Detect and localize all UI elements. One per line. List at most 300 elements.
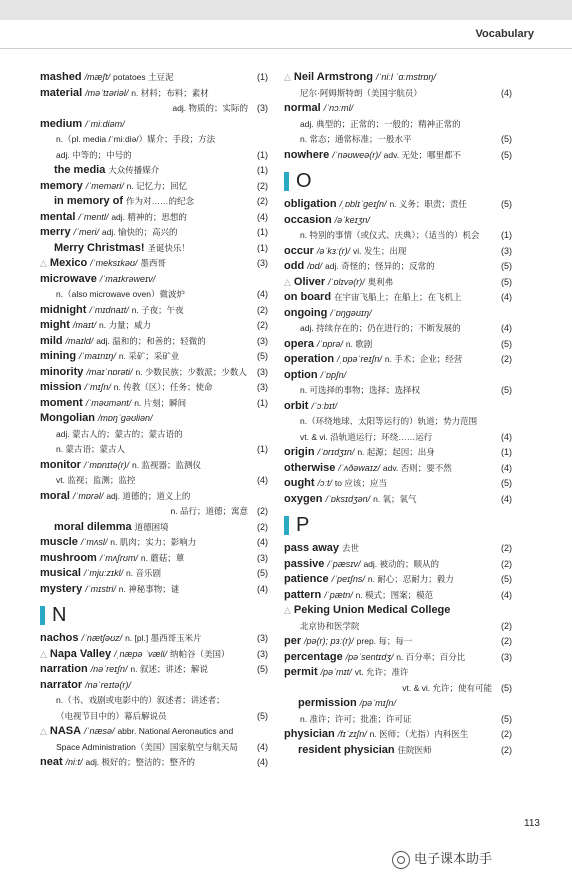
vocab-entry [40, 535, 268, 551]
headword: medium [40, 117, 83, 130]
headword: normal [284, 102, 321, 114]
headword: memory [40, 179, 83, 192]
unit-number: (4) [257, 475, 268, 485]
headword: on board [284, 291, 332, 303]
pronunciation: /ˈmʌsl/ [80, 537, 108, 547]
vocab-entry [284, 244, 512, 260]
pronunciation: /ˈmaɪnɪŋ/ [78, 351, 116, 361]
pronunciation: /pəˈsentɪdʒ/ [345, 651, 394, 662]
definition: 纳帕谷（美国） [169, 648, 230, 659]
entry-line [284, 603, 494, 619]
section-header [284, 163, 512, 197]
definition-line: n.（also microwave oven）微波炉 [56, 289, 185, 299]
definition: prep. 每；每一 [356, 636, 413, 646]
definition-line: adj. 持续存在的；仍在进行的；不断发展的 [300, 323, 461, 333]
entry-line [284, 70, 494, 86]
pronunciation: /ˈnæsə/ [84, 726, 115, 736]
pronunciation: /nəˈreɪtə(r)/ [85, 679, 131, 690]
definition-line: Space Administration（美国）国家航空与航天局 [56, 741, 238, 752]
header-title: Vocabulary [475, 28, 534, 40]
unit-number: (1) [257, 227, 268, 237]
entry-line [284, 557, 494, 573]
headword: narration [40, 663, 88, 675]
pronunciation: /pə(r); pɜː(r)/ [304, 636, 354, 646]
entry-line [284, 101, 494, 117]
entry-line [284, 244, 494, 260]
definition: n. 起源；起因；出身 [357, 447, 435, 457]
definition: n. 义务；职责；责任 [389, 199, 467, 209]
vocab-entry [40, 582, 268, 598]
entry-line [284, 492, 494, 508]
entry-line [40, 551, 250, 567]
definition: 住院医师 [397, 744, 432, 755]
unit-number: (2) [501, 620, 512, 631]
definition: vi. 发生；出现 [353, 245, 407, 256]
pronunciation: /ɒd/ [307, 261, 323, 271]
unit-number: (4) [257, 537, 268, 547]
pronunciation: /ˈmʌʃrʊm/ [99, 552, 138, 563]
vocab-entry [284, 557, 512, 573]
entry-line [284, 588, 494, 604]
header-divider [0, 48, 572, 49]
headword: occasion [284, 213, 332, 226]
pronunciation: /ˌɒblɪˈɡeɪʃn/ [339, 199, 387, 209]
definition: n. 蘑菇；蕈 [140, 552, 185, 563]
entry-line [40, 365, 250, 381]
entry-line [40, 334, 250, 350]
entry-line [40, 318, 250, 334]
unit-number: (1) [257, 444, 268, 454]
unit-number: (5) [501, 134, 512, 144]
definition-line: 北京协和医学院 [300, 620, 360, 631]
unit-number: (4) [257, 757, 268, 767]
vocab-entry [40, 349, 268, 365]
pronunciation: /ˈmɪdnaɪt/ [89, 304, 129, 315]
definition-line: n. 品行；道德；寓意 [170, 506, 248, 516]
pronunciation: /maɪld/ [65, 335, 94, 346]
triangle-icon: △ [40, 258, 47, 268]
vocab-entry [284, 572, 512, 588]
triangle-icon: △ [40, 726, 47, 736]
triangle-icon: △ [284, 72, 291, 82]
headword: resident physician [298, 743, 395, 756]
entry-line [40, 520, 250, 536]
definition: n. 手术；企业；经营 [384, 354, 463, 364]
unit-number: (2) [501, 729, 512, 739]
headword: NASA [49, 725, 82, 737]
entry-line [40, 411, 250, 427]
headword: Neil Armstrong [293, 71, 373, 83]
entry-line [284, 696, 494, 712]
entry-line [40, 163, 250, 179]
vocab-entry [284, 634, 512, 650]
definition: n. 传教（区）；任务；使命 [113, 382, 213, 392]
pronunciation: /ˈmɪstri/ [85, 583, 116, 594]
pronunciation: /ˈmɒnɪtə(r)/ [83, 459, 130, 470]
vocab-entry [284, 70, 512, 101]
entry-line [284, 476, 494, 492]
definition: n. 记忆力；回忆 [126, 180, 188, 191]
unit-number: (5) [501, 276, 512, 287]
unit-number: (2) [501, 558, 512, 569]
definition-line: n. 常态；通常标准；一般水平 [300, 134, 412, 144]
definition: n. 材料；布料；素材 [131, 87, 209, 98]
definition: 作为对……的纪念 [126, 196, 195, 206]
pronunciation: /ˈmentl/ [78, 211, 109, 222]
definition: adj. 精神的；思想的 [111, 211, 187, 222]
pronunciation: /ˈpæsɪv/ [327, 558, 361, 569]
headword: Napa Valley [49, 647, 112, 660]
section-bar [284, 516, 289, 535]
vocab-entry [40, 148, 268, 164]
vocab-entry [40, 70, 268, 86]
vocab-entry [284, 430, 512, 446]
pronunciation: /ˈɔːbɪt/ [311, 400, 338, 411]
pronunciation: /mæʃt/ [84, 72, 111, 82]
entry-line [40, 489, 250, 505]
definition: n. 歌剧 [345, 338, 373, 349]
headword: obligation [284, 198, 337, 210]
vocab-entry [284, 213, 512, 244]
unit-number: (3) [257, 382, 268, 392]
unit-number: (5) [501, 713, 512, 724]
unit-number: (1) [501, 230, 512, 240]
vocab-entry [284, 275, 512, 291]
vocab-entry [284, 603, 512, 634]
entry-line [284, 306, 494, 322]
headword: permission [298, 697, 357, 709]
headword: patience [284, 573, 329, 585]
vocab-entry [40, 489, 268, 505]
pronunciation: /ˈɒksɪdʒən/ [325, 493, 371, 504]
pronunciation: /ˈməʊmənt/ [85, 397, 132, 408]
pronunciation: /maɪˈnɒrəti/ [86, 366, 133, 377]
headword: mild [40, 334, 63, 347]
vocab-entry [40, 631, 268, 647]
headword: Oliver [293, 275, 326, 288]
entry-line [40, 241, 250, 257]
pronunciation: /ˈpætn/ [324, 589, 353, 600]
unit-number: (1) [501, 447, 512, 457]
unit-number: (2) [257, 304, 268, 315]
entry-line [40, 117, 250, 133]
vocab-entry [284, 399, 512, 430]
vocab-entry [40, 396, 268, 412]
pronunciation: /mɒŋˈɡəʊliən/ [97, 413, 153, 423]
pronunciation: /ˈmjuːzɪkl/ [83, 568, 124, 578]
entry-line [284, 197, 494, 213]
pronunciation: /məˈtɪəriəl/ [85, 87, 129, 98]
headword: material [40, 86, 83, 99]
vocab-entry [284, 541, 512, 557]
wechat-icon [392, 851, 410, 869]
section-header [40, 597, 268, 631]
vocab-entry [284, 492, 512, 508]
definition: n. 少数民族；少数派；少数人 [135, 366, 247, 377]
unit-number: (3) [257, 648, 268, 659]
entry-line [40, 70, 250, 86]
vocab-entry [284, 650, 512, 666]
definition-line: n. 准许；许可；批准；许可证 [300, 713, 412, 724]
headword: opera [284, 337, 314, 350]
unit-number: (3) [257, 103, 268, 113]
unit-number: (5) [501, 338, 512, 349]
vocab-entry [40, 740, 268, 756]
vocab-entry [40, 318, 268, 334]
definition: abbr. National Aeronautics and [117, 726, 234, 736]
vocab-entry [284, 352, 512, 368]
headword: pass away [284, 542, 340, 554]
headword: Peking Union Medical College [293, 604, 451, 616]
vocab-entry [284, 197, 512, 213]
definition-line: adj. 物质的；实际的 [172, 103, 248, 113]
headword: occur [284, 244, 314, 257]
vocab-entry [40, 709, 268, 725]
vocab-entry [40, 86, 268, 117]
vocab-entry [284, 727, 512, 743]
vocab-entry [284, 101, 512, 132]
definition-line: vt. & vi. 沿轨道运行；环绕……运行 [300, 431, 433, 442]
headword: mushroom [40, 551, 97, 564]
unit-number: (5) [501, 574, 512, 584]
entry-line [284, 650, 494, 666]
entry-line [40, 458, 250, 474]
vocab-entry [40, 303, 268, 319]
entry-line [284, 461, 494, 477]
definition: adj. 愉快的；高兴的 [101, 227, 178, 237]
definition: vt. 允许；准许 [354, 667, 409, 677]
definition: n. 子夜；午夜 [131, 304, 184, 315]
pronunciation: /ˈpeɪʃns/ [331, 574, 365, 584]
headword: Merry Christmas! [54, 241, 145, 254]
unit-number: (5) [501, 478, 512, 488]
vocab-entry [40, 458, 268, 474]
entry-line [284, 259, 494, 275]
definition: 墨西哥 [140, 258, 166, 268]
headword: pattern [284, 588, 322, 601]
headword: oxygen [284, 492, 323, 505]
unit-number: (1) [257, 397, 268, 408]
entry-line [284, 337, 494, 353]
pronunciation: /ˌɒpəˈreɪʃn/ [337, 354, 382, 364]
definition-line: n.（书、戏剧或电影中的）叙述者；讲述者； [56, 695, 225, 705]
unit-number: (2) [501, 354, 512, 364]
definition: 奥利弗 [367, 276, 394, 287]
pronunciation: /əˈkɜː(r)/ [316, 245, 351, 256]
vocab-entry [40, 566, 268, 582]
unit-number: (3) [257, 258, 268, 268]
unit-number: (2) [257, 521, 268, 532]
definition-line: vt. 监视；监测；监控 [56, 475, 136, 485]
pronunciation: /fɪˈzɪʃn/ [337, 729, 367, 739]
entry-line [40, 256, 250, 272]
entry-line [40, 678, 250, 694]
definition: 在宇宙飞船上；在船上；在飞机上 [333, 292, 462, 302]
vocab-entry [40, 442, 268, 458]
section-bar [40, 606, 45, 625]
headword: microwave [40, 272, 97, 285]
vocab-entry [284, 337, 512, 353]
section-letter: P [296, 514, 310, 536]
watermark-text: 电子课本助手 [414, 851, 493, 866]
entry-line [284, 352, 494, 368]
unit-number: (2) [501, 636, 512, 646]
unit-number: (2) [257, 506, 268, 516]
entry-line [40, 566, 250, 582]
pronunciation: /ˌnæpə ˈvæli/ [114, 648, 168, 659]
entry-line [40, 349, 250, 365]
definition: n. 监视器；监测仪 [132, 459, 201, 470]
headword: mining [40, 350, 77, 362]
definition: n. 采矿；采矿业 [118, 351, 180, 361]
pronunciation: /ˈmeri/ [73, 227, 99, 237]
unit-number: (4) [501, 493, 512, 504]
unit-number: (3) [257, 552, 268, 563]
entry-line [284, 572, 494, 588]
triangle-icon: △ [284, 605, 291, 615]
vocab-entry [40, 662, 268, 678]
entry-line [284, 213, 494, 229]
unit-number: (4) [501, 589, 512, 600]
unit-number: (5) [257, 664, 268, 674]
entry-line [40, 272, 250, 288]
entry-line [284, 634, 494, 650]
definition: n. 片刻；瞬间 [134, 397, 187, 408]
unit-number: (2) [257, 180, 268, 191]
entry-line [40, 535, 250, 551]
headword: nachos [40, 632, 79, 644]
left-column [40, 70, 268, 771]
vocab-entry [40, 225, 268, 241]
headword: passive [284, 557, 325, 570]
headword: mission [40, 381, 82, 393]
definition-line: 尼尔·阿姆斯特朗（美国宇航员） [300, 87, 422, 98]
unit-number: (4) [257, 211, 268, 222]
entry-line [40, 210, 250, 226]
definition-line: （电视节目中的）幕后解说员 [56, 710, 167, 721]
entry-line [284, 665, 494, 681]
vocab-entry [284, 368, 512, 399]
headword: the media [54, 164, 106, 176]
definition: n. 肌肉；实力；影响力 [110, 537, 197, 547]
unit-number: (3) [501, 651, 512, 662]
headword: ought [284, 477, 315, 489]
unit-number: (1) [257, 242, 268, 253]
pronunciation: /ˈmɒrəl/ [72, 490, 104, 501]
definition: n. 叙述；讲述；解说 [130, 664, 208, 674]
definition: adj. 极好的；整洁的；整齐的 [85, 757, 196, 767]
pronunciation: /ˈmeməri/ [85, 180, 124, 191]
vocab-entry [284, 681, 512, 697]
pronunciation: /pəˈmɪʃn/ [359, 698, 396, 708]
definition: potatoes 土豆泥 [113, 72, 174, 82]
vocab-entry [40, 520, 268, 536]
pronunciation: /ˈniːl ˈɑːmstrɒŋ/ [375, 72, 436, 82]
vocab-entry [40, 179, 268, 195]
vocab-entry [40, 241, 268, 257]
pronunciation: /pəˈmɪt/ [320, 667, 352, 677]
headword: odd [284, 260, 305, 272]
headword: merry [40, 226, 71, 238]
pronunciation: /ˈɒrɪdʒɪn/ [317, 447, 355, 457]
headword: mystery [40, 582, 83, 595]
vocab-entry [284, 445, 512, 461]
definition: adv. 无处；哪里都不 [383, 149, 461, 160]
vocab-entry [284, 476, 512, 492]
headword: otherwise [284, 461, 336, 474]
pronunciation: /ˈmaɪkrəweɪv/ [99, 273, 156, 284]
definition: adj. 被动的；顺从的 [363, 558, 440, 569]
unit-number: (1) [257, 72, 268, 82]
entry-line [40, 755, 250, 771]
entry-line [284, 368, 494, 384]
pronunciation: /niːt/ [65, 757, 83, 767]
definition-line: adj. 中等的；中号的 [56, 149, 132, 160]
headword: narrator [40, 678, 83, 691]
vocab-entry [40, 194, 268, 210]
entry-line [284, 290, 494, 306]
pronunciation: /ˈɒlɪvə(r)/ [328, 276, 365, 287]
headword: might [40, 319, 70, 331]
definition: n. 力量；威力 [99, 320, 151, 330]
definition: n. 神秘事物；谜 [118, 583, 180, 594]
vocab-entry [284, 132, 512, 148]
page-number: 113 [524, 818, 540, 829]
definition-line: n.（pl. media /ˈmiːdiə/）媒介；手段；方法 [56, 134, 216, 144]
vocab-entry [40, 551, 268, 567]
pronunciation: /ˈɒprə/ [316, 338, 343, 349]
unit-number: (2) [257, 320, 268, 330]
vocab-entry [284, 588, 512, 604]
vocab-entry [40, 272, 268, 303]
pronunciation: /ˈnætʃəʊz/ [81, 633, 123, 643]
vocab-entry [284, 743, 512, 759]
definition: n. 氧；氧气 [373, 493, 417, 504]
headword: midnight [40, 303, 87, 316]
unit-number: (4) [501, 292, 512, 302]
unit-number: (1) [257, 149, 268, 160]
headword: muscle [40, 536, 78, 548]
headword: Mongolian [40, 412, 95, 424]
entry-line [40, 631, 250, 647]
triangle-icon: △ [284, 276, 291, 287]
entry-line [40, 582, 250, 598]
entry-line [40, 86, 250, 102]
definition: n. 耐心；忍耐力；毅力 [367, 574, 454, 584]
pronunciation: /ɔːt/ [317, 478, 332, 488]
definition-line: adj. 典型的；正常的；一般的；精神正常的 [300, 118, 461, 129]
entry-line [40, 724, 250, 740]
headword: permit [284, 666, 318, 678]
unit-number: (4) [501, 431, 512, 442]
definition: n. 音乐剧 [126, 568, 161, 578]
entry-line [284, 148, 494, 164]
pronunciation: /ˈnɔːml/ [323, 103, 354, 113]
entry-line [284, 275, 494, 291]
watermark [392, 848, 492, 869]
right-column [284, 70, 512, 758]
vocab-entry [284, 712, 512, 728]
headword: physician [284, 728, 335, 740]
headword: option [284, 368, 318, 381]
vocab-entry [40, 256, 268, 272]
page-header [0, 20, 572, 50]
vocab-entry [40, 117, 268, 148]
vocab-entry [284, 306, 512, 337]
unit-number: (4) [501, 323, 512, 333]
headword: origin [284, 446, 315, 458]
pronunciation: /əˈkeɪʒn/ [334, 214, 370, 225]
